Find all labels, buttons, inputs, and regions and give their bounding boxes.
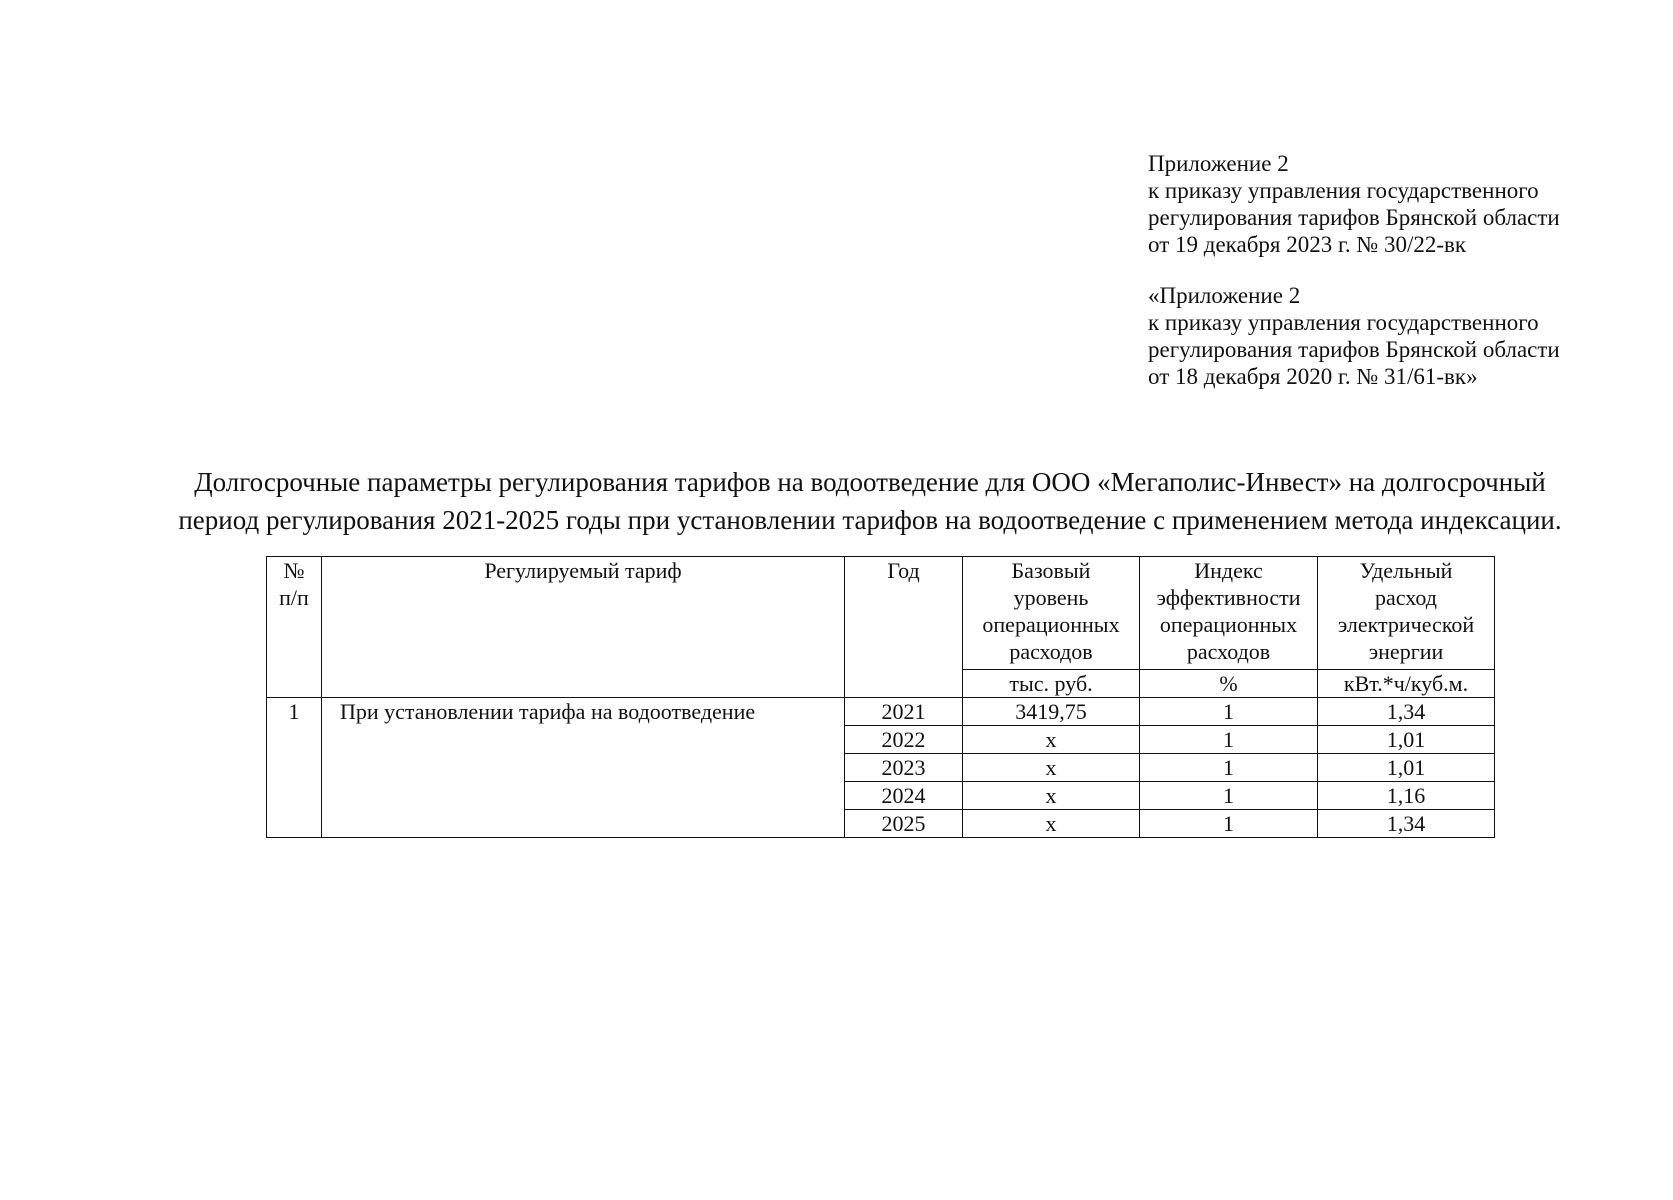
header-num: № п/п [267, 557, 322, 698]
cell-year: 2023 [845, 754, 963, 782]
cell-efficiency-index: 1 [1140, 726, 1318, 754]
cell-efficiency-index: 1 [1140, 810, 1318, 838]
table-row [267, 698, 1495, 726]
cell-year: 2025 [845, 810, 963, 838]
annex-line: регулирования тарифов Брянской области [1148, 337, 1560, 362]
annex-line: от 19 декабря 2023 г. № 30/22-вк [1148, 232, 1467, 257]
title-line: Долгосрочные параметры регулирования тарифов на водоотведение для ООО «Мегаполис-Инвест» на долгосрочный [194, 467, 1546, 497]
annex-header-current [1148, 150, 1628, 258]
unit-efficiency-index: % [1140, 670, 1318, 698]
cell-energy: 1,16 [1318, 782, 1495, 810]
header-tariff: Регулируемый тариф [322, 557, 845, 698]
cell-efficiency-index: 1 [1140, 754, 1318, 782]
cell-efficiency-index: 1 [1140, 782, 1318, 810]
unit-energy: кВт.*ч/куб.м. [1318, 670, 1495, 698]
cell-base-opex: 3419,75 [963, 698, 1140, 726]
annex-line: к приказу управления государственного [1148, 178, 1539, 203]
annex-line: к приказу управления государственного [1148, 310, 1539, 335]
cell-energy: 1,01 [1318, 726, 1495, 754]
parameters-table [266, 556, 1495, 838]
header-energy: Удельный расход электрической энергии [1318, 557, 1495, 670]
table-header-row [267, 557, 1495, 670]
annex-line: Приложение 2 [1148, 151, 1289, 176]
header-year: Год [845, 557, 963, 698]
row-tariff: При установлении тарифа на водоотведение [322, 698, 845, 838]
cell-year: 2024 [845, 782, 963, 810]
header-base-opex: Базовый уровень операционных расходов [963, 557, 1140, 670]
cell-energy: 1,34 [1318, 810, 1495, 838]
header-efficiency-index: Индекс эффективности операционных расходов [1140, 557, 1318, 670]
annex-line: регулирования тарифов Брянской области [1148, 205, 1560, 230]
annex-line: «Приложение 2 [1148, 283, 1301, 308]
unit-base-opex: тыс. руб. [963, 670, 1140, 698]
cell-energy: 1,01 [1318, 754, 1495, 782]
cell-efficiency-index: 1 [1140, 698, 1318, 726]
cell-base-opex: х [963, 782, 1140, 810]
cell-energy: 1,34 [1318, 698, 1495, 726]
title-line: период регулирования 2021-2025 годы при установлении тарифов на водоотведение с применением метода индексации. [178, 505, 1562, 535]
cell-year: 2022 [845, 726, 963, 754]
document-title [150, 463, 1590, 539]
annex-header-original [1148, 282, 1628, 390]
cell-base-opex: х [963, 726, 1140, 754]
cell-base-opex: х [963, 754, 1140, 782]
row-num: 1 [267, 698, 322, 838]
cell-year: 2021 [845, 698, 963, 726]
cell-base-opex: х [963, 810, 1140, 838]
annex-line: от 18 декабря 2020 г. № 31/61-вк» [1148, 364, 1478, 389]
